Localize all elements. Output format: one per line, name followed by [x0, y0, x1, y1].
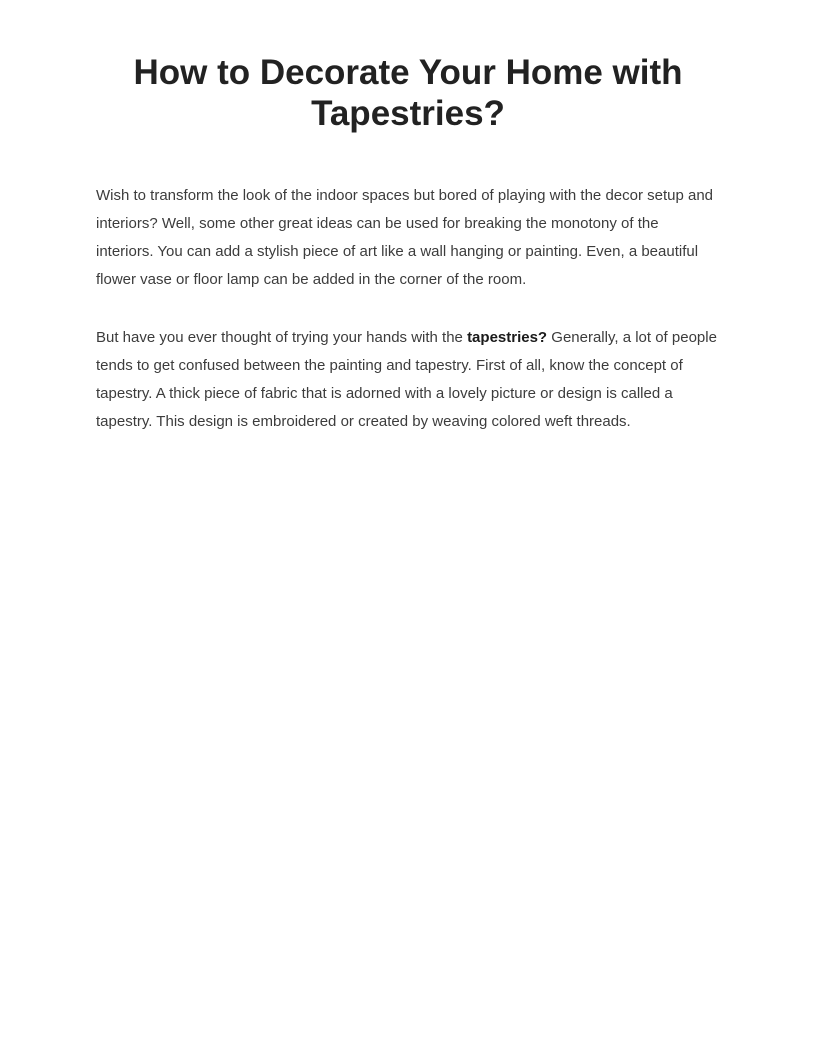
tapestries-keyword: tapestries?: [467, 329, 548, 346]
tapestry-paragraph-rest: Generally, a lot of people tends to get confused between the painting and tapestry. First of all, know the concept of tapestry. A thick piece of fabric that is adorned with a lovely picture or design is called a tapestry. This design is embroidered or created by weaving colored weft threads.: [96, 329, 717, 430]
tapestry-paragraph: [96, 324, 720, 436]
article-title: How to Decorate Your Home with Tapestries?: [133, 53, 683, 133]
intro-paragraph: Wish to transform the look of the indoor spaces but bored of playing with the decor setup and interiors? Well, some other great ideas can be used for breaking the monotony of the interiors. You can add a stylish piece of art like a wall hanging or painting. Even, a beautiful flower vase or floor lamp can be added in the corner of the room.: [96, 187, 714, 288]
tapestry-paragraph-lead: But have you ever thought of trying your hands with the: [96, 329, 468, 346]
